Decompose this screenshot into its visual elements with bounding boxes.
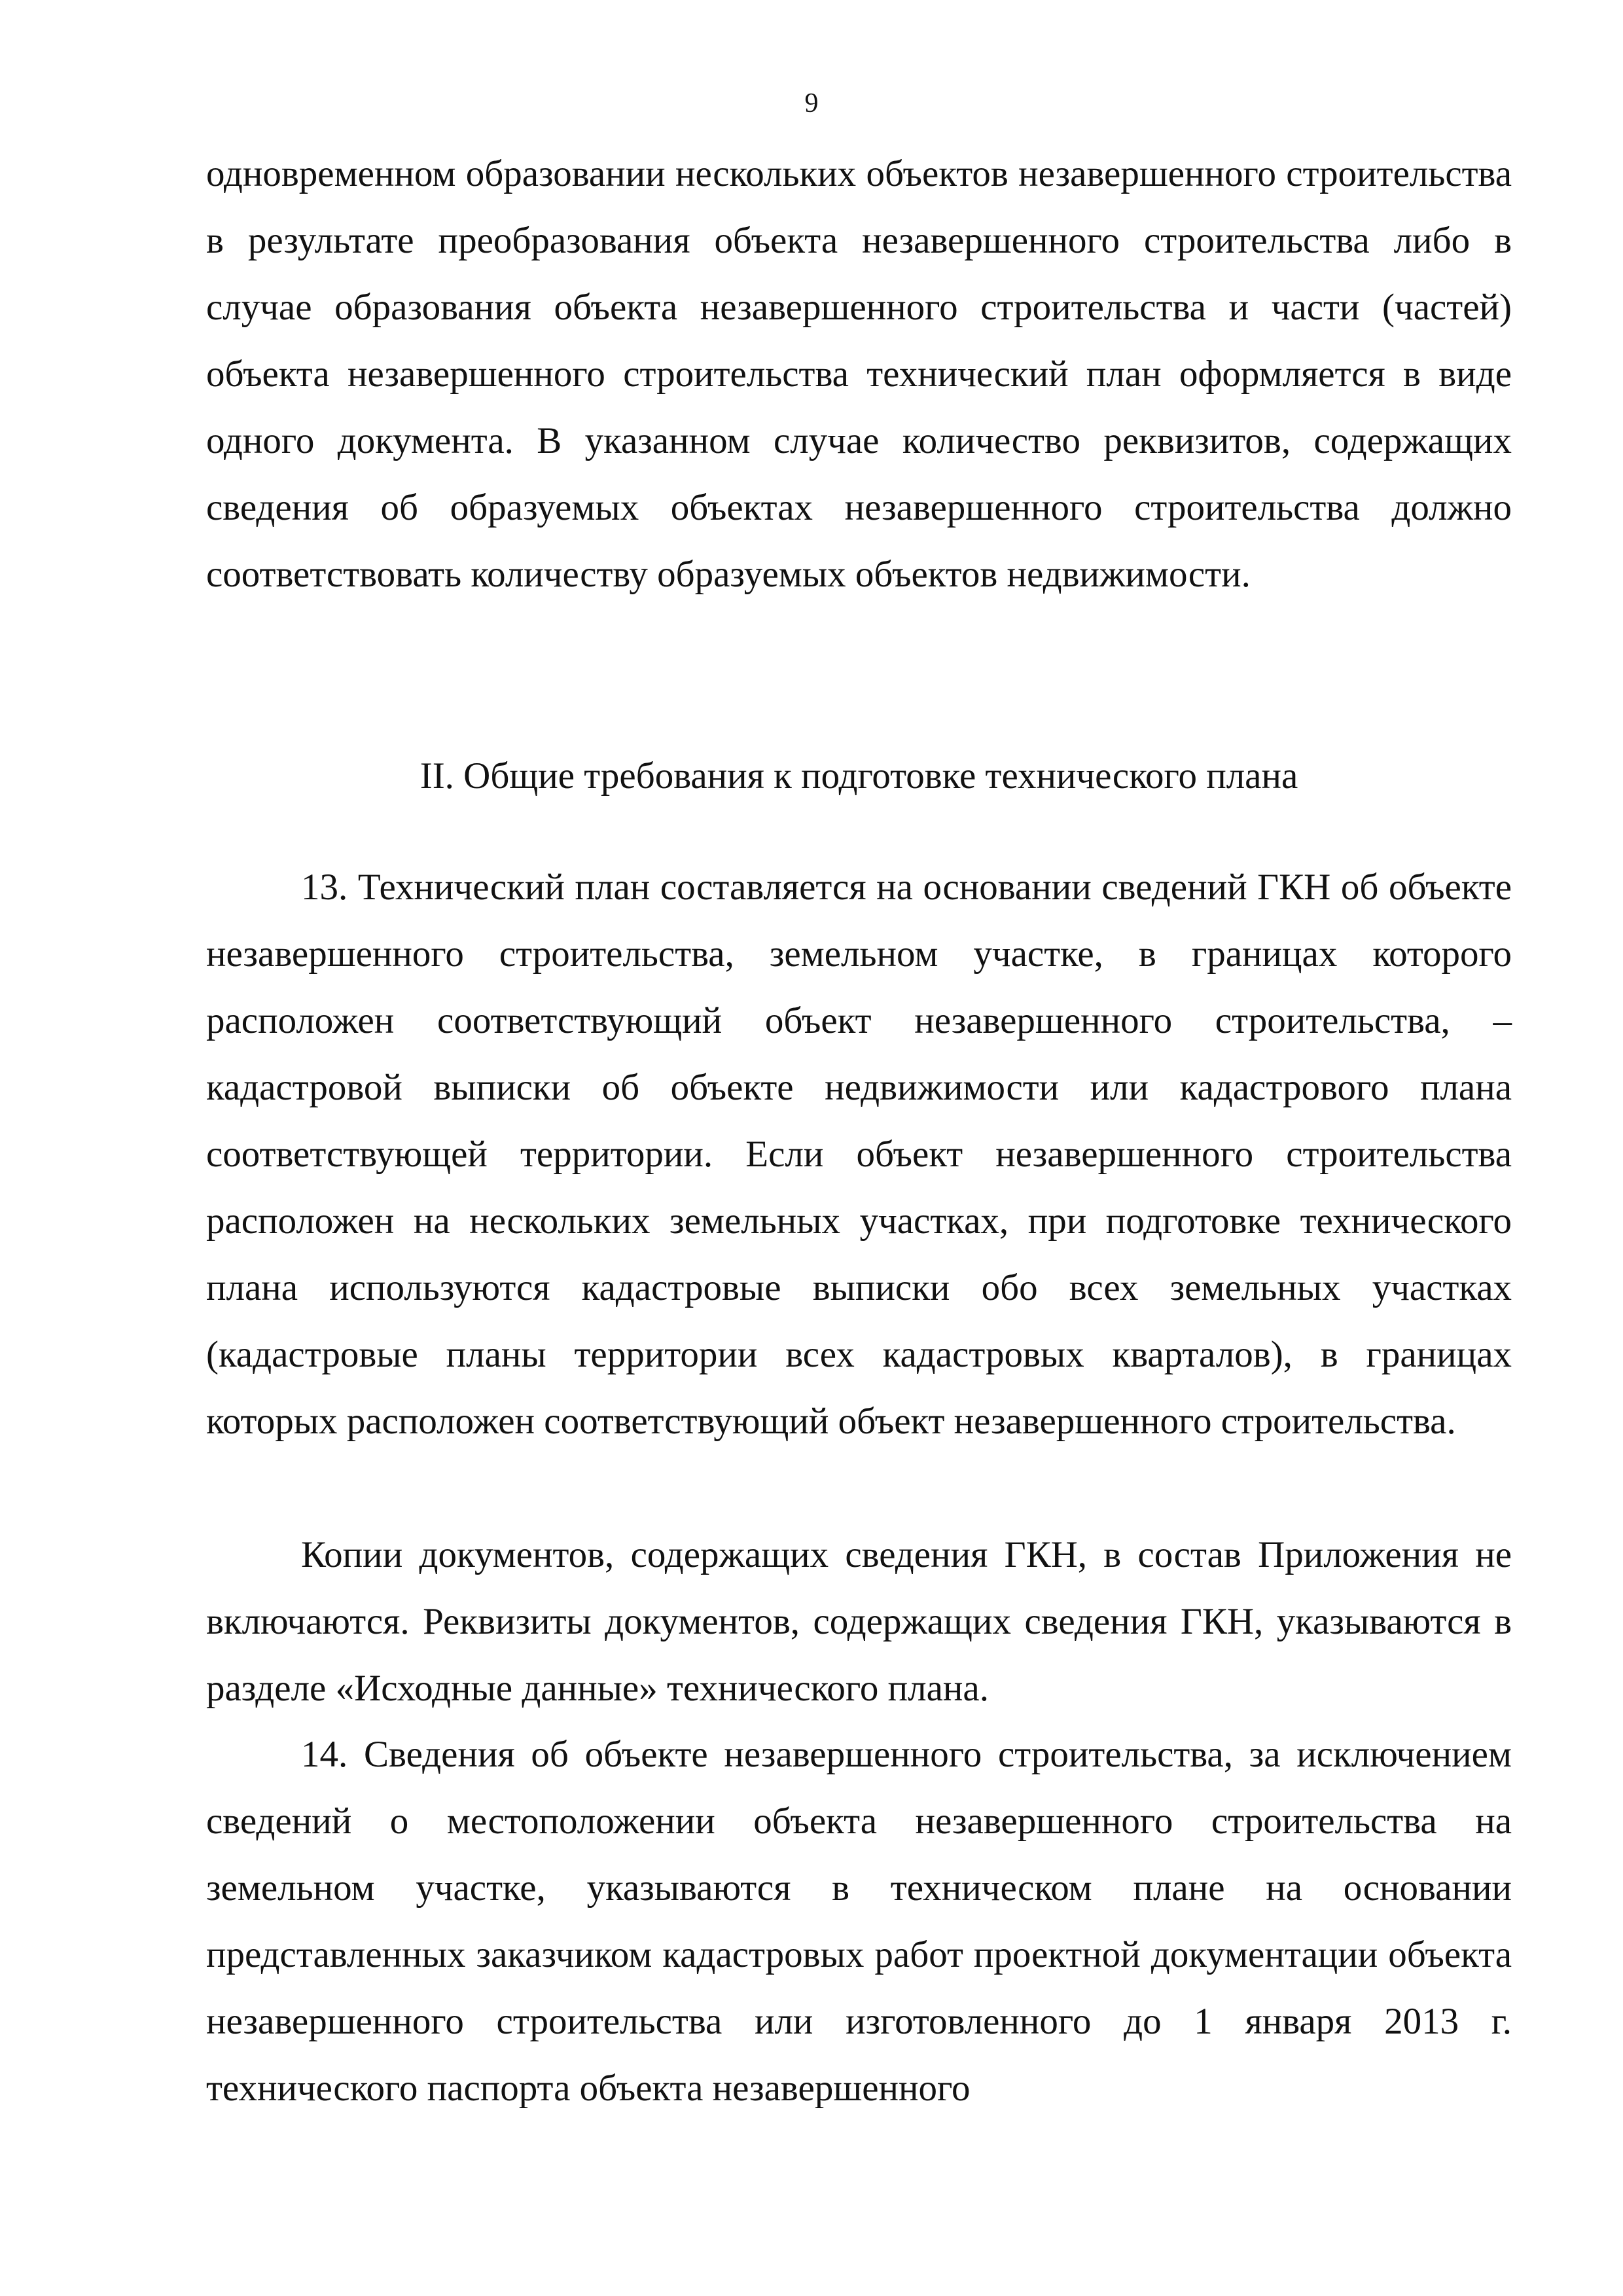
paragraph-copies: Копии документов, содержащих сведения ГКН, в состав Приложения не включаются. Реквизиты документов, содержащих сведения ГКН, указываются в разделе «Исходные данные» технического плана.: [206, 1534, 1512, 1709]
page-number: 9: [804, 88, 819, 118]
section-heading: II. Общие требования к подготовке технического плана: [419, 755, 1298, 797]
paragraph-14: 14. Сведения об объекте незавершенного строительства, за исключением сведений о местоположении объекта незавершенного строительства на земельном участке, указываются в техническом плане на основании представленных заказчиком кадастровых работ проектной документации объекта незавершенного строительства или изготовленного до 1 января 2013 г. технического паспорта объекта незавершенного: [206, 1734, 1512, 2109]
paragraph-13: 13. Технический план составляется на основании сведений ГКН об объекте незавершенного строительства, земельном участке, в границах которого расположен соответствующий объект незавершенного строительства, – кадастровой выписки об объекте недвижимости или кадастрового плана соответствующей территории. Если объект незавершенного строительства расположен на нескольких земельных участках, при подготовке технического плана используются кадастровые выписки обо всех земельных участках (кадастровые планы территории всех кадастровых кварталов), в границах которых расположен соответствующий объект незавершенного строительства.: [206, 867, 1512, 1442]
intro-paragraph: одновременном образовании нескольких объектов незавершенного строительства в результате преобразования объекта незавершенного строительства либо в случае образования объекта незавершенного строительства и части (частей) объекта незавершенного строительства технический план оформляется в виде одного документа. В указанном случае количество реквизитов, содержащих сведения об образуемых объектах незавершенного строительства должно соответствовать количеству образуемых объектов недвижимости.: [206, 153, 1512, 595]
